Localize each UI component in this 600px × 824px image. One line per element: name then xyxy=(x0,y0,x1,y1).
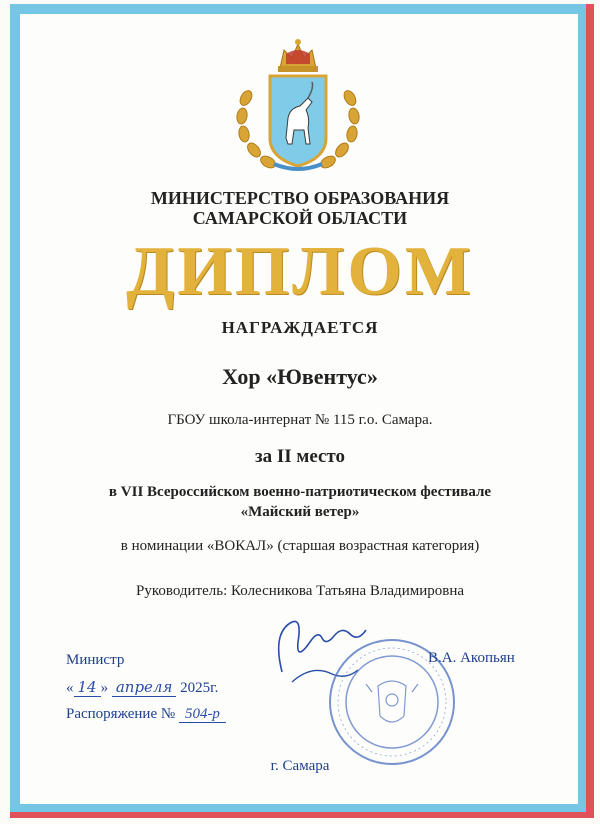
awarded-label: НАГРАЖДАЕТСЯ xyxy=(221,318,379,337)
leader-name: Руководитель: Колесникова Татьяна Владимировна xyxy=(135,583,465,599)
city: г. Самара xyxy=(270,758,330,774)
ministry-line-1: МИНИСТЕРСТВО ОБРАЗОВАНИЯ xyxy=(150,188,450,208)
signatory-role: Министр xyxy=(66,652,125,668)
samara-coat-of-arms-icon xyxy=(228,28,368,178)
date-year: 2025г. xyxy=(180,680,219,696)
date-day: 14 xyxy=(74,678,101,697)
festival-line-1: в VII Всероссийском военно-патриотическом фестивале xyxy=(108,484,492,500)
festival-line-2: «Майский ветер» xyxy=(240,504,360,520)
issue-date xyxy=(66,678,218,697)
date-month: апреля xyxy=(112,678,177,697)
order-reference xyxy=(66,706,226,723)
date-close-quote: » xyxy=(100,680,109,696)
diploma-title: ДИПЛОМ xyxy=(126,233,474,310)
recipient-name: Хор «Ювентус» xyxy=(222,364,378,389)
ministry-header xyxy=(0,188,600,228)
order-label: Распоряжение № xyxy=(66,706,176,722)
festival-name xyxy=(0,482,600,522)
nomination: в номинации «ВОКАЛ» (старшая возрастная категория) xyxy=(120,538,480,554)
school-name: ГБОУ школа-интернат № 115 г.о. Самара. xyxy=(167,412,433,428)
order-number: 504-р xyxy=(179,706,226,723)
signatory-name: В.А. Акопьян xyxy=(428,650,515,666)
award-place: за II место xyxy=(254,446,346,467)
date-open-quote: « xyxy=(66,680,74,696)
ministry-line-2: САМАРСКОЙ ОБЛАСТИ xyxy=(192,208,408,228)
